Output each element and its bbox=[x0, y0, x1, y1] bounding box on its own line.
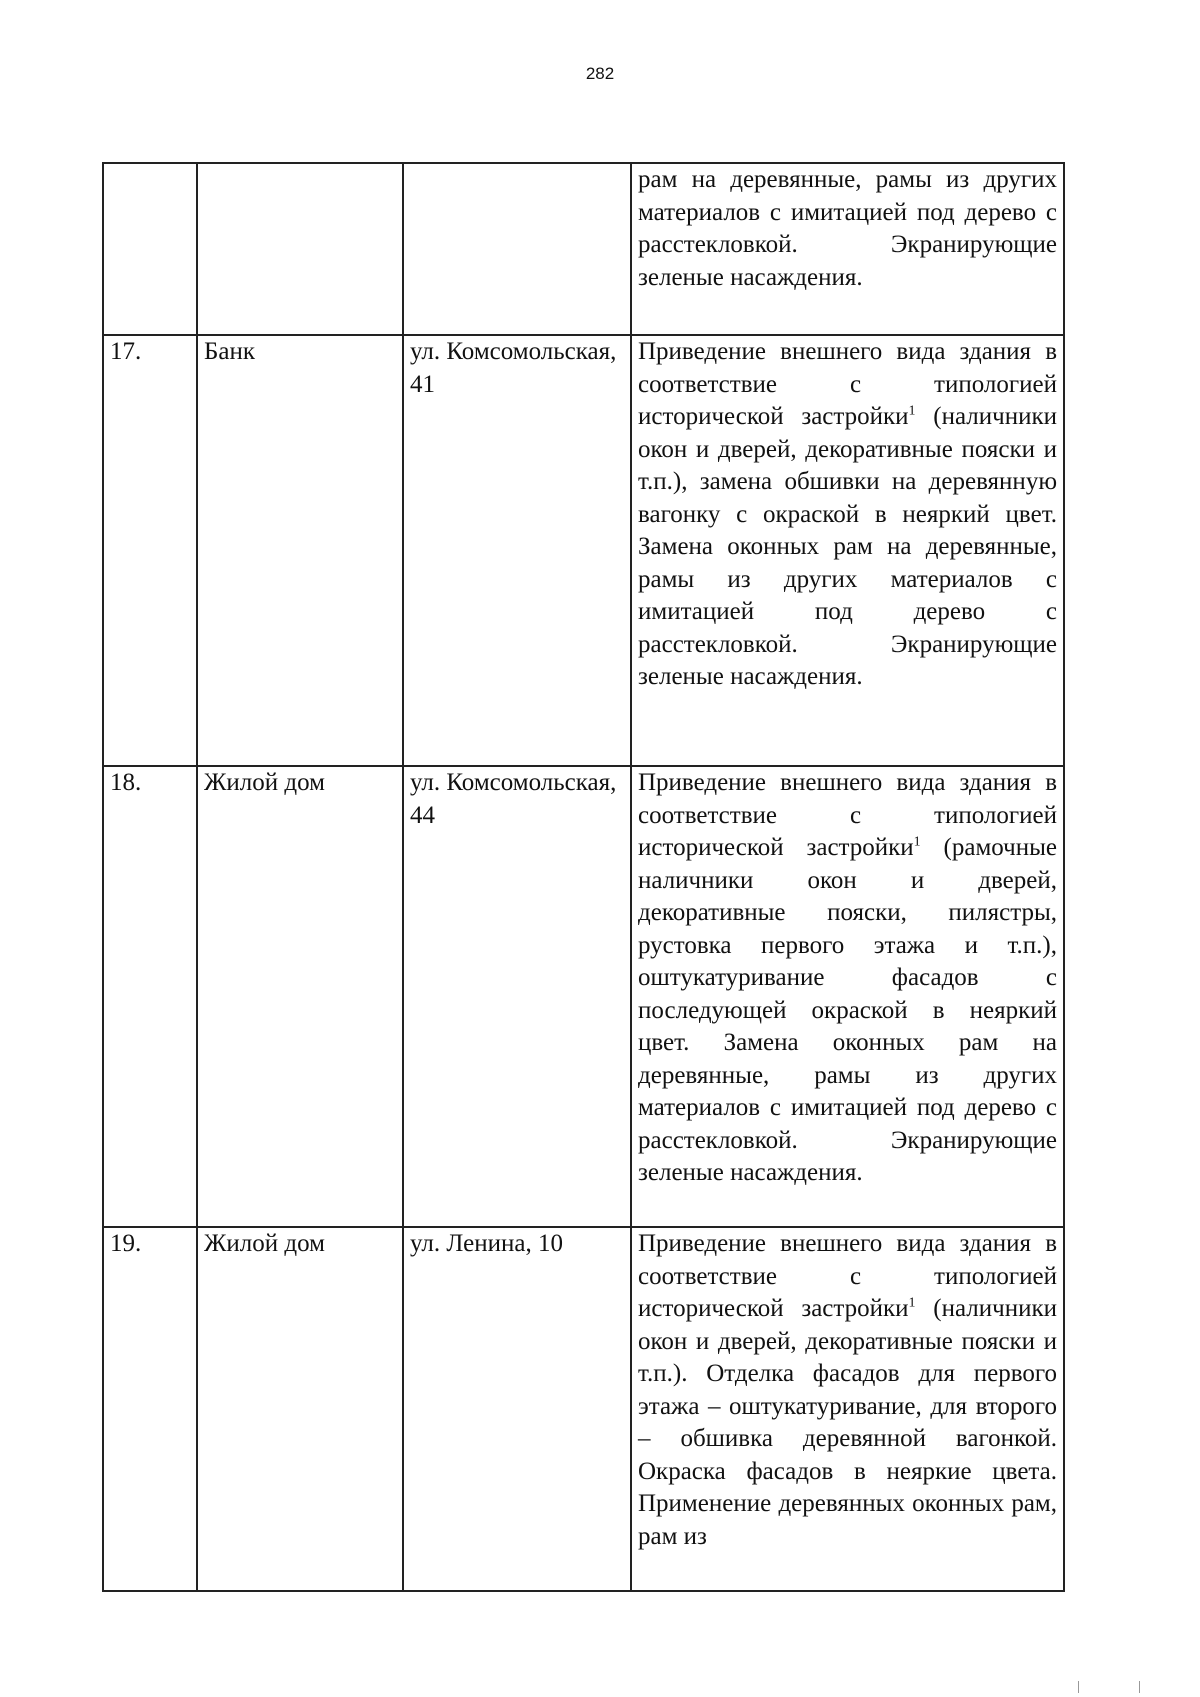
requirements-text: Приведение внешнего вида здания в соответствие с типологией исторической застройки bbox=[638, 338, 1057, 430]
table-row bbox=[103, 766, 1064, 1227]
requirements-text: (наличники окон и дверей, декоративные пояски и т.п.). Отделка фасадов для первого этажа – оштукатуривание, для второго – обшивка деревянной вагонкой. Окраска фасадов в неяркие цвета. Применение деревянных оконных рам, рам из bbox=[638, 1295, 1057, 1550]
requirements-text: Приведение внешнего вида здания в соответствие с типологией исторической застройки bbox=[638, 769, 1057, 861]
object-name: Банк bbox=[197, 335, 403, 766]
object-address: ул. Комсомольская, 44 bbox=[403, 766, 631, 1227]
footnote-mark: 1 bbox=[908, 1295, 916, 1311]
object-requirements bbox=[631, 766, 1064, 1227]
object-address bbox=[403, 163, 631, 335]
object-address: ул. Комсомольская, 41 bbox=[403, 335, 631, 766]
footnote-mark: 1 bbox=[908, 403, 916, 419]
requirements-text: Приведение внешнего вида здания в соответствие с типологией исторической застройки bbox=[638, 1230, 1057, 1322]
object-name: Жилой дом bbox=[197, 766, 403, 1227]
row-number bbox=[103, 163, 197, 335]
scan-artifact bbox=[1078, 1681, 1140, 1693]
table-row bbox=[103, 1227, 1064, 1591]
object-address: ул. Ленина, 10 bbox=[403, 1227, 631, 1591]
table-row bbox=[103, 335, 1064, 766]
object-requirements: рам на деревянные, рамы из других материалов с имитацией под дерево с расстекловкой. Экранирующие зеленые насаждения. bbox=[631, 163, 1064, 335]
page-number: 282 bbox=[585, 64, 615, 83]
objects-table bbox=[102, 162, 1065, 1592]
object-name: Жилой дом bbox=[197, 1227, 403, 1591]
object-requirements bbox=[631, 1227, 1064, 1591]
object-name bbox=[197, 163, 403, 335]
table-row bbox=[103, 163, 1064, 335]
row-number: 18. bbox=[103, 766, 197, 1227]
footnote-mark: 1 bbox=[913, 834, 921, 850]
row-number: 17. bbox=[103, 335, 197, 766]
requirements-text: (рамочные наличники окон и дверей, декоративные пояски, пилястры, рустовка первого этажа и т.п.), оштукатуривание фасадов с последующей окраской в неяркий цвет. Замена оконных рам на деревянные, рамы из других материалов с имитацией под дерево с расстекловкой. Экранирующие зеленые насаждения. bbox=[638, 834, 1057, 1186]
row-number: 19. bbox=[103, 1227, 197, 1591]
requirements-text: (наличники окон и дверей, декоративные пояски и т.п.), замена обшивки на деревянную вагонку с окраской в неяркий цвет. Замена оконных рам на деревянные, рамы из других материалов с имитацией под дерево с расстекловкой. Экранирующие зеленые насаждения. bbox=[638, 403, 1057, 690]
object-requirements bbox=[631, 335, 1064, 766]
